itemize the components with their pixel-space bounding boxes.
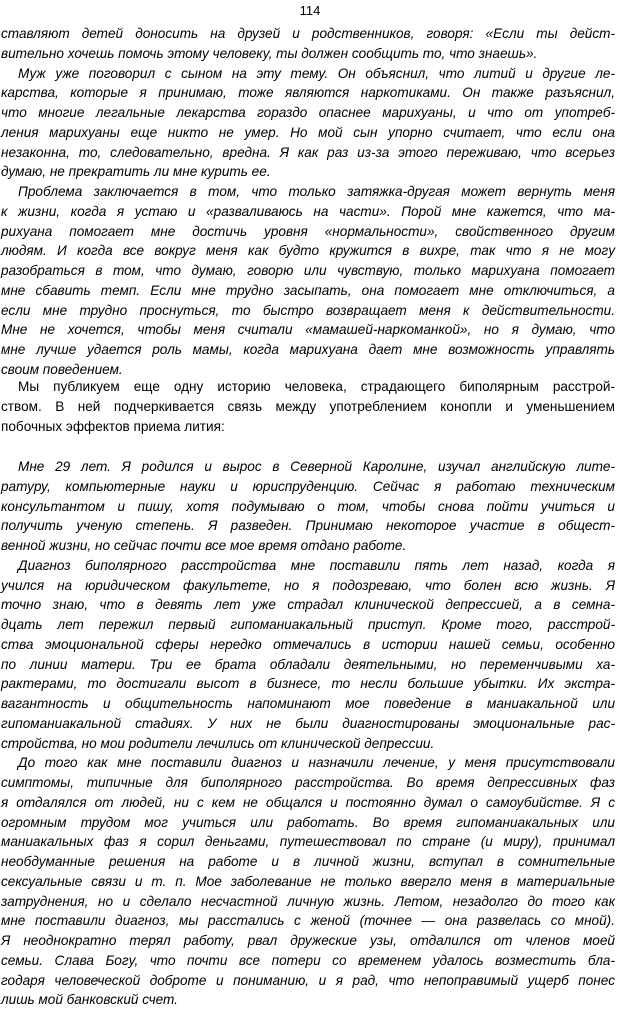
text-line: по линии матери. Три ее брата обладали деятельными, но переменчивыми ха- (1, 656, 615, 672)
text-line: Мне 29 лет. Я родился и вырос в Северной Каролине, изучал английскую лите- (18, 459, 615, 474)
text-line: Диагноз биполярного расстройства мне поставили пять лет назад, когда я (18, 557, 615, 573)
text-line: стройства, но мои родители лечились от клинической депрессии. (1, 735, 435, 751)
text-line: До того как мне поставили диагноз и назначили лечение, у меня присутствовали (18, 755, 615, 771)
text-line: вительно хочешь помочь этому человеку, ты должен сообщить то, что знаешь». (1, 45, 538, 61)
text-line: я отдалялся от людей, ни с кем не общался и постоянно думал о самоубийстве. Я с (1, 794, 615, 810)
text-line: точно знаю, что в девять лет уже страдал клинической депрессией, а в семна- (1, 597, 615, 613)
page-number: 114 (299, 3, 321, 18)
text-line: симптомы, типичные для биполярного расстройства. Во время депрессивных фаз (1, 775, 615, 790)
text-line: консультантом и пишу, хотя подумываю о том, чтобы снова пойти учиться и (1, 498, 615, 514)
text-line: Мне не хочется, чтобы меня считали «мамашей-наркоманкой», но я думаю, что (1, 322, 615, 338)
text-line: мне поставили диагноз, мы расстались с женой (точнее — она развелась со мной). (1, 913, 615, 929)
text-line: карства, которые я принимаю, тоже являются наркотиками. Он также разъяснил, (1, 85, 615, 101)
text-line: что многие легальные лекарства гораздо опаснее марихуаны, и что от употреб- (1, 105, 615, 120)
text-line: своим поведением. (1, 361, 123, 377)
text-line: рихуана помогает мне достичь уровня «нормальности», свойственного другим (1, 223, 615, 239)
text-line: рактерами, то достигали высот в бизнесе, то несли большие убытки. Их экстра- (1, 676, 615, 692)
text-line: Я неоднократно терял работу, рвал дружеские узы, отдалился от членов моей (1, 933, 615, 948)
quote-block-mother-story (1, 24, 615, 380)
text-line: ления марихуаны еще никто не умер. Но мой сын упорно считает, что если она (1, 124, 615, 140)
text-line: если мне трудно проснуться, то быстро возвращает меня к действительности. (1, 302, 615, 318)
text-line: незаконна, то, следовательно, вредна. Я как раз из-за этого переживаю, что всерьез (1, 144, 615, 160)
text-line: Проблема заключается в том, что только затяжка-другая может вернуть меня (18, 184, 615, 199)
text-line: учился на юридическом факультете, но я подозреваю, что болен всю жизнь. Я (1, 577, 615, 593)
text-line: побочных эффектов приема лития: (1, 418, 225, 434)
text-line: гипоманиакальной стадиях. У них не были диагностированы эмоциональные рас- (1, 715, 615, 731)
text-line: разобраться в том, что думаю, говорю или чувствую, только марихуана помогает (1, 263, 615, 278)
text-line: огромным трудом мог учиться или работать. Во время гипоманиакальных или (1, 814, 615, 830)
text-line: людям. И когда все вокруг меня как будто кружится в вихре, так что я не могу (1, 243, 615, 259)
text-line: семьи. Слава Богу, что почти все потери со временем удалось возместить бла- (1, 952, 615, 968)
text-line: маниакальных фаз я сорил деньгами, путешествовал по стране (и миру), принимал (1, 834, 615, 850)
text-line: Мы публикуем еще одну историю человека, страдающего биполярным расстрой- (18, 379, 615, 394)
text-line: мне сбавить темп. Если мне трудно засыпать, она помогает мне отключиться, а (1, 282, 615, 298)
text-line: сексуальные связи и т. п. Мое заболевание не только ввергло меня в материальные (1, 873, 615, 889)
text-line: Муж уже поговорил с сыном на эту тему. Он объяснил, что литий и другие ле- (18, 65, 615, 81)
text-line: лишь мой банковский счет. (1, 992, 178, 1008)
text-line: мне лучше удается роль мамы, когда марихуана дает мне возможность управлять (1, 342, 615, 357)
text-line: получить ученую степень. Я разведен. Принимаю некоторое участие в общест- (1, 518, 615, 534)
text-line: ставляют детей доносить на друзей и родственников, говоря: «Если ты дейст- (1, 26, 615, 41)
text-line: затруднения, но и сделало несчастной личную жизнь. Летом, незадолго до того как (1, 893, 615, 909)
text-line: к жизни, когда я устаю и «разваливаюсь на части». Порой мне кажется, что ма- (1, 203, 615, 219)
text-line: необдуманные решения на работе и в личной жизни, вступал в сомнительные (1, 854, 615, 869)
text-line: ства эмоциональной сферы нередко отмечались в истории нашей семьи, особенно (1, 636, 615, 652)
quote-block-bipolar-story (1, 457, 615, 1010)
text-line: ством. В ней подчеркивается связь между употреблением конопли и уменьшением (1, 398, 615, 414)
text-line: годаря человеческой доброте и пониманию, и я рад, что непоправимый ущерб понес (1, 972, 615, 988)
text-line: думаю, не прекратить ли мне курить ее. (1, 164, 271, 180)
text-line: вагантность и общительность напоминают мое поведение в маниакальной или (1, 696, 615, 711)
author-intro-paragraph (1, 377, 615, 436)
text-line: венной жизни, но сейчас почти все мое время отдано работе. (1, 538, 407, 553)
text-line: дцать лет пережил первый гипоманиакальный приступ. Кроме того, расстрой- (1, 617, 615, 632)
text-line: ратуру, компьютерные науки и юриспруденцию. Сейчас я работаю техническим (1, 478, 615, 494)
